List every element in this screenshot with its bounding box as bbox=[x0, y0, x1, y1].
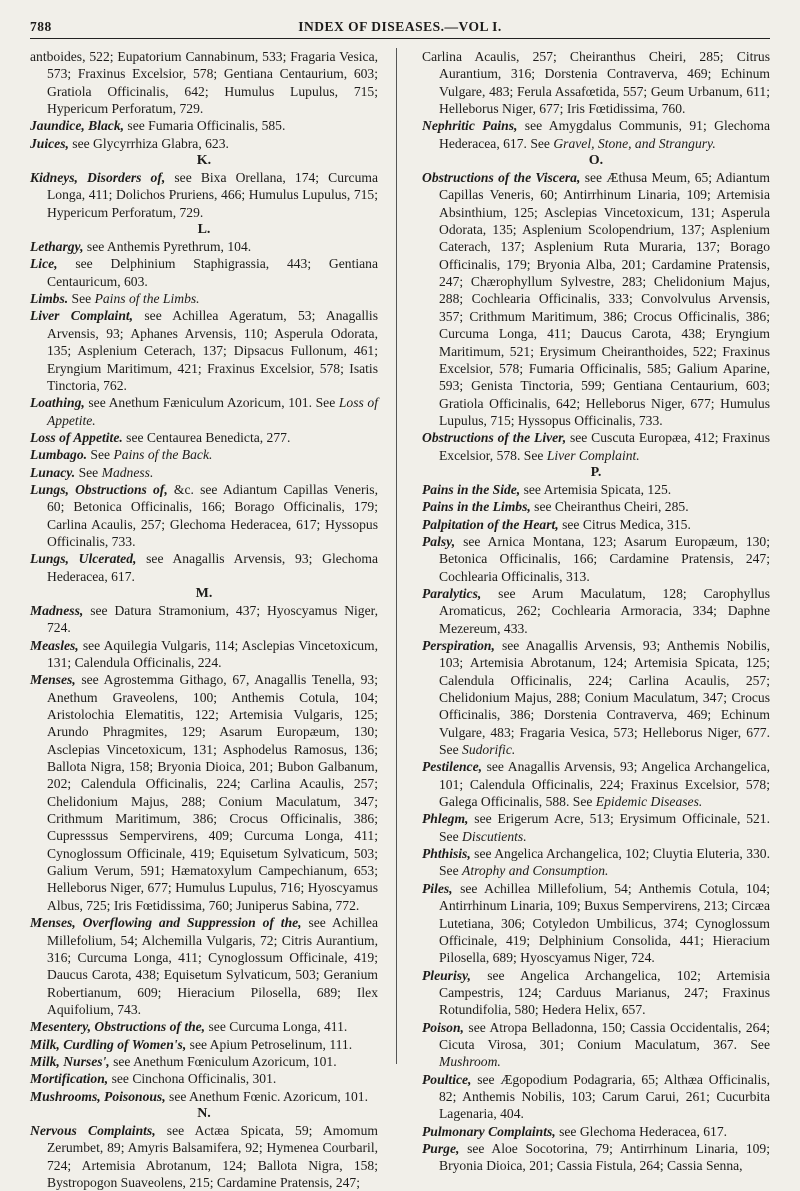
index-entry bbox=[30, 169, 378, 221]
entry-references: see Anthemis Pyrethrum, 104. bbox=[83, 239, 252, 255]
entry-heading: Kidneys, Disorders of, bbox=[30, 170, 166, 186]
index-entry bbox=[422, 810, 770, 845]
index-entry bbox=[422, 498, 770, 515]
entry-references: see Achillea Millefolium, 54; Alchemilla Vulgaris, 72; Citris Aurantium, 316; Curcuma Longa, 411; Cynoglossum Officinale, 419; Daucus Carota, 438; Equisetum Sylvaticum, 503; Geranium Robertianum, 609; Hieracium Pilosella, 689; Ilex Aquifolium, 743. bbox=[47, 915, 378, 1017]
index-entry bbox=[30, 1088, 378, 1105]
index-entry bbox=[422, 1071, 770, 1123]
index-entry bbox=[30, 671, 378, 914]
entry-heading: Limbs. bbox=[30, 291, 69, 307]
entry-references: see Datura Stramonium, 437; Hyoscyamus Niger, 724. bbox=[47, 602, 378, 636]
index-entry bbox=[30, 48, 378, 117]
entry-references: see Anagallis Arvensis, 93; Anthemis Nobilis, 103; Artemisia Abrotanum, 124; Artemisia Spicata, 125; Calendula Officinalis, 224; Carlina Acaulis, 257; Chelidonium Majus, 288; Conium Maculatum, 347; Crocus Officinalis, 386; Dorstenia Contraverva, 469; Echinum Vulgare, 483; Fragaria Vesica, 573; Helleborus Niger, 677. See bbox=[439, 638, 770, 758]
index-entry bbox=[422, 516, 770, 533]
index-entry bbox=[30, 238, 378, 255]
entry-references: see Arnica Montana, 123; Asarum Europæum, 130; Betonica Officinalis, 166; Cardamine Pratensis, 247; Cochlearia Officinalis, 313. bbox=[439, 533, 770, 584]
index-entry bbox=[422, 169, 770, 429]
see-reference: Mushroom. bbox=[439, 1054, 501, 1070]
index-entry bbox=[30, 464, 378, 481]
left-column bbox=[30, 48, 379, 1190]
entry-references: see Angelica Archangelica, 102; Cluytia Eluteria, 330. See bbox=[439, 846, 770, 879]
index-entry bbox=[422, 533, 770, 585]
index-entry bbox=[30, 290, 378, 307]
entry-heading: Pestilence, bbox=[422, 759, 483, 775]
entry-references: see Cuscuta Europæa, 412; Fraxinus Excelsior, 578. See bbox=[439, 430, 770, 463]
section-letter: L. bbox=[197, 222, 211, 238]
entry-references: see Erigerum Acre, 513; Erysimum Officinale, 521. See bbox=[439, 811, 770, 844]
index-entry bbox=[422, 429, 770, 464]
entry-references: see Glycyrrhiza Glabra, 623. bbox=[68, 135, 229, 151]
index-entry bbox=[422, 1123, 770, 1140]
entry-heading: Liver Complaint, bbox=[30, 308, 134, 324]
section-letter: O. bbox=[588, 153, 604, 169]
index-entry bbox=[422, 967, 770, 1019]
entry-heading: Pleurisy, bbox=[422, 967, 471, 983]
entry-references: see Apium Petroselinum, 111. bbox=[186, 1036, 353, 1052]
see-reference: Epidemic Diseases. bbox=[595, 794, 703, 810]
see-reference: Loss of Appetite. bbox=[47, 395, 378, 428]
see-reference: Liver Complaint. bbox=[546, 447, 640, 463]
see-reference: Gravel, Stone, and Strangury. bbox=[553, 135, 716, 151]
entry-references: see Fumaria Officinalis, 585. bbox=[124, 118, 286, 134]
index-entry bbox=[30, 429, 378, 446]
entry-references: see Glechoma Hederacea, 617. bbox=[555, 1123, 728, 1139]
entry-heading: Phthisis, bbox=[422, 846, 471, 862]
page-number: 788 bbox=[30, 19, 52, 34]
index-entry bbox=[30, 1036, 378, 1053]
entry-heading: Obstructions of the Viscera, bbox=[422, 170, 581, 186]
entry-references: see Anethum Fœnic. Azoricum, 101. bbox=[165, 1088, 368, 1104]
see-reference: Atrophy and Consumption. bbox=[462, 863, 609, 879]
entry-heading: Lethargy, bbox=[30, 239, 84, 255]
entry-heading: Juices, bbox=[30, 135, 69, 151]
entry-references: see Delphinium Staphigrassia, 443; Gentiana Centauricum, 603. bbox=[47, 256, 378, 289]
index-entry bbox=[30, 394, 378, 429]
entry-heading: Loathing, bbox=[30, 395, 85, 411]
entry-references: see Curcuma Longa, 411. bbox=[205, 1019, 348, 1035]
index-entry bbox=[422, 880, 770, 967]
section-letter: M. bbox=[195, 585, 213, 601]
entry-heading: Purge, bbox=[422, 1140, 460, 1156]
entry-heading: Paralytics, bbox=[422, 585, 482, 601]
entry-references: see Agrostemma Githago, 67, Anagallis Tenella, 93; Anethum Graveolens, 100; Anthemis Cotula, 104; Aristolochia Elematitis, 122; Artemisia Vulgaris, 125; Arundo Phragmites, 129; Asarum Europæum, 130; Asclepias Vincetoxicum, 131; Asphodelus Ramosus, 136; Ballota Nigra, 158; Bryonia Dioica, 201; Bubon Galbanum, 202; Calendula Officinalis, 224; Carlina Acaulis, 257; Chelidonium Majus, 288; Conium Maculatum, 347; Crithmum Maritimum, 386; Crocus Officinalis, 386; Cupresssus Sempervirens, 409; Curcuma Longa, 411; Cynoglossum Officinale, 419; Equisetum Sylvaticum, 503; Galium Verum, 591; Hæmatoxylum Campechianum, 653; Helleborus Niger, 677; Humulus Lupulus, 716; Hyoscyamus Albus, 725; Iris Fœtidissima, 760; Juniperus Sabina, 772. bbox=[47, 672, 378, 913]
entry-heading: Pains in the Limbs, bbox=[422, 499, 531, 515]
index-entry bbox=[422, 637, 770, 758]
entry-references: see Anagallis Arvensis, 93; Glechoma Hederacea, 617. bbox=[47, 551, 379, 584]
index-entry bbox=[30, 307, 378, 394]
entry-references: see Anethum Fæniculum Azoricum, 101. See bbox=[84, 395, 339, 411]
entry-heading: Lumbago. bbox=[30, 447, 88, 463]
entry-references: Carlina Acaulis, 257; Cheiranthus Cheiri, 285; Citrus Aurantium, 316; Dorstenia Contraverva, 469; Echinum Vulgare, 483; Ferula Assafœtida, 557; Geum Urbanum, 611; Helleborus Niger, 677; Iris Fœtidissima, 760. bbox=[422, 49, 770, 117]
entry-heading: Palpitation of the Heart, bbox=[422, 516, 559, 532]
entry-references: see Æthusa Meum, 65; Adiantum Capillas Veneris, 60; Antirrhinum Linaria, 109; Artemisia Absinthium, 125; Asclepias Vincetoxicum, 131; Asperula Odorata, 135; Asplenium Scolopendrium, 137; Asplenium Caterach, 137; Asplenium Ruta Muraria, 137; Borago Officinalis, 179; Bryonia Alba, 201; Cardamine Pratensis, 247; Chærophyllum Sylvestre, 283; Chelidonium Majus, 288; Cochlearia Officinalis, 333; Convolvulus Arvensis, 357; Crithmum Maritimum, 386; Crocus Officinalis, 386; Curcuma Longa, 411; Daucus Carota, 438; Eryngium Maritimum, 521; Erysimum Cheiranthoides, 522; Fraxinus Excelsior, 578; Fumaria Officinalis, 585; Galium Aparine, 593; Genista Tinctoria, 599; Gentiana Centaurium, 603; Gratiola Officinalis, 642; Helleborus Niger, 677; Humulus Lupulus, 715; Hyssopus Officinalis, 733. bbox=[439, 170, 771, 428]
entry-heading: Lunacy. bbox=[30, 464, 76, 480]
index-entry bbox=[422, 845, 770, 880]
index-entry bbox=[422, 117, 770, 152]
entry-references: see Achillea Ageratum, 53; Anagallis Arvensis, 93; Aphanes Arvensis, 110; Asperula Odorata, 135; Asplenium Ceterach, 137; Dipsacus Fullonum, 461; Eryngium Maritimum, 421; Fraxinus Excelsior, 578; Isatis Tinctoria, 762. bbox=[47, 308, 379, 393]
see-reference: Discutients. bbox=[462, 828, 527, 844]
entry-heading: Jaundice, Black, bbox=[30, 118, 125, 134]
index-entry bbox=[30, 637, 378, 672]
entry-heading: Measles, bbox=[30, 637, 79, 653]
section-letter: N. bbox=[197, 1105, 211, 1121]
entry-heading: Obstructions of the Liver, bbox=[422, 430, 567, 446]
index-entry bbox=[30, 1122, 378, 1191]
entry-heading: Menses, bbox=[30, 672, 76, 688]
entry-references: see Angelica Archangelica, 102; Artemisia Campestris, 124; Carduus Marianus, 247; Fraxinus Rotundifolia, 580; Hedera Helix, 657. bbox=[439, 967, 770, 1018]
running-title: INDEX OF DISEASES.—VOL I. bbox=[298, 19, 502, 34]
index-entry bbox=[422, 758, 770, 810]
entry-references: see Actæa Spicata, 59; Amomum Zerumbet, 89; Amyris Balsamifera, 92; Hymenea Courbaril, 724; Artemisia Abrotanum, 124; Ballota Nigra, 158; Bystropogon Suaveolens, 215; Cardamine Pratensis, 247; bbox=[47, 1122, 378, 1190]
entry-references: see Anethum Fœniculum Azoricum, 101. bbox=[109, 1053, 337, 1069]
entry-references: see Centaurea Benedicta, 277. bbox=[122, 429, 291, 445]
entry-heading: Milk, Nurses', bbox=[30, 1053, 110, 1069]
see-reference: Pains of the Back. bbox=[113, 447, 213, 463]
entry-heading: Pains in the Side, bbox=[422, 481, 521, 497]
entry-heading: Phlegm, bbox=[422, 811, 469, 827]
entry-heading: Milk, Curdling of Women's, bbox=[30, 1036, 187, 1052]
entry-heading: Palsy, bbox=[422, 533, 456, 549]
entry-heading: Menses, Overflowing and Suppression of the, bbox=[30, 915, 302, 931]
entry-references: see Atropa Belladonna, 150; Cassia Occidentalis, 264; Cicuta Virosa, 301; Conium Maculatum, 367. See bbox=[439, 1019, 770, 1052]
index-entry bbox=[30, 914, 378, 1018]
entry-heading: Poison, bbox=[422, 1019, 464, 1035]
entry-heading: Piles, bbox=[422, 880, 453, 896]
entry-heading: Mushrooms, Poisonous, bbox=[30, 1088, 166, 1104]
entry-heading: Madness, bbox=[30, 602, 84, 618]
index-entry bbox=[422, 48, 770, 117]
entry-heading: Poultice, bbox=[422, 1071, 472, 1087]
entry-references: see Cheiranthus Cheiri, 285. bbox=[530, 499, 689, 515]
entry-heading: Nervous Complaints, bbox=[30, 1122, 156, 1138]
entry-references: &c. see Adiantum Capillas Veneris, 60; Betonica Officinalis, 166; Borago Officinalis, 179; Carlina Acaulis, 257; Glechoma Hederacea, 617; Hyssopus Officinalis, 733. bbox=[47, 481, 378, 549]
index-entry bbox=[30, 1070, 378, 1087]
entry-heading: Mesentery, Obstructions of the, bbox=[30, 1019, 206, 1035]
entry-heading: Lungs, Obstructions of, bbox=[30, 481, 168, 497]
section-letter: P. bbox=[590, 464, 602, 480]
index-entry bbox=[422, 1140, 770, 1175]
entry-heading: Pulmonary Complaints, bbox=[422, 1123, 556, 1139]
entry-heading: Mortification, bbox=[30, 1071, 109, 1087]
entry-references: see Arum Maculatum, 128; Carophyllus Aromaticus, 262; Cochlearia Armoracia, 334; Daphne Mezereum, 433. bbox=[439, 585, 770, 636]
entry-references: see Aquilegia Vulgaris, 114; Asclepias Vincetoxicum, 131; Calendula Officinalis, 224. bbox=[47, 637, 378, 670]
see-reference: Sudorific. bbox=[462, 742, 516, 758]
index-entry bbox=[30, 602, 378, 637]
right-column bbox=[422, 48, 771, 1174]
index-entry bbox=[422, 585, 770, 637]
entry-references: See bbox=[75, 464, 102, 480]
entry-references: see Bixa Orellana, 174; Curcuma Longa, 411; Dolichos Pruriens, 466; Humulus Lupulus, 715; Hypericum Perforatum, 729. bbox=[47, 170, 378, 220]
index-entry bbox=[422, 1019, 770, 1071]
page-header bbox=[30, 18, 770, 39]
index-entry bbox=[30, 255, 378, 290]
entry-references: See bbox=[68, 291, 95, 307]
index-entry bbox=[30, 481, 378, 550]
entry-references: see Cinchona Officinalis, 301. bbox=[108, 1071, 277, 1087]
index-entry bbox=[30, 1053, 378, 1070]
index-entry bbox=[30, 117, 378, 134]
entry-references: see Ægopodium Podagraria, 65; Althæa Officinalis, 82; Anthemis Nobilis, 103; Carum Carui, 261; Cucurbita Lagenaria, 404. bbox=[439, 1071, 770, 1122]
entry-references: see Artemisia Spicata, 125. bbox=[520, 481, 672, 497]
index-entry bbox=[422, 481, 770, 498]
entry-references: see Achillea Millefolium, 54; Anthemis Cotula, 104; Antirrhinum Linaria, 109; Buxus Sempervirens, 213; Circæa Lutetiana, 306; Cotyledon Umbilicus, 374; Cynoglossum Officinale, 419; Delphinium Consolida, 441; Hieracium Pilosella, 689; Hyoscyamus Niger, 724. bbox=[439, 880, 770, 966]
index-entry bbox=[30, 1018, 378, 1035]
entry-heading: Loss of Appetite. bbox=[30, 429, 123, 445]
entry-heading: Nephritic Pains, bbox=[422, 118, 518, 134]
index-entry bbox=[30, 446, 378, 463]
column-divider bbox=[396, 48, 397, 1064]
entry-references: see Aloe Socotorina, 79; Antirrhinum Linaria, 109; Bryonia Dioica, 201; Cassia Fistula, 264; Cassia Senna, bbox=[439, 1140, 770, 1174]
index-entry bbox=[30, 135, 378, 152]
entry-heading: Lice, bbox=[30, 256, 58, 272]
see-reference: Pains of the Limbs. bbox=[94, 291, 200, 307]
index-entry bbox=[30, 550, 378, 585]
entry-heading: Perspiration, bbox=[422, 638, 495, 653]
see-reference: Madness. bbox=[101, 464, 154, 480]
entry-references: antboides, 522; Eupatorium Cannabinum, 533; Fragaria Vesica, 573; Fraxinus Excelsior, 578; Gentiana Centaurium, 603; Gratiola Officinalis, 642; Humulus Lupulus, 715; Hypericum Perforatum, 729. bbox=[30, 49, 378, 117]
entry-heading: Lungs, Ulcerated, bbox=[30, 551, 137, 567]
entry-references: See bbox=[87, 447, 114, 463]
entry-references: see Amygdalus Communis, 91; Glechoma Hederacea, 617. See bbox=[439, 118, 770, 151]
entry-references: see Anagallis Arvensis, 93; Angelica Archangelica, 101; Calendula Officinalis, 224; Fraxinus Excelsior, 578; Galega Officinalis, 588. See bbox=[439, 759, 770, 810]
entry-references: see Citrus Medica, 315. bbox=[558, 516, 691, 532]
section-letter: K. bbox=[196, 153, 212, 169]
